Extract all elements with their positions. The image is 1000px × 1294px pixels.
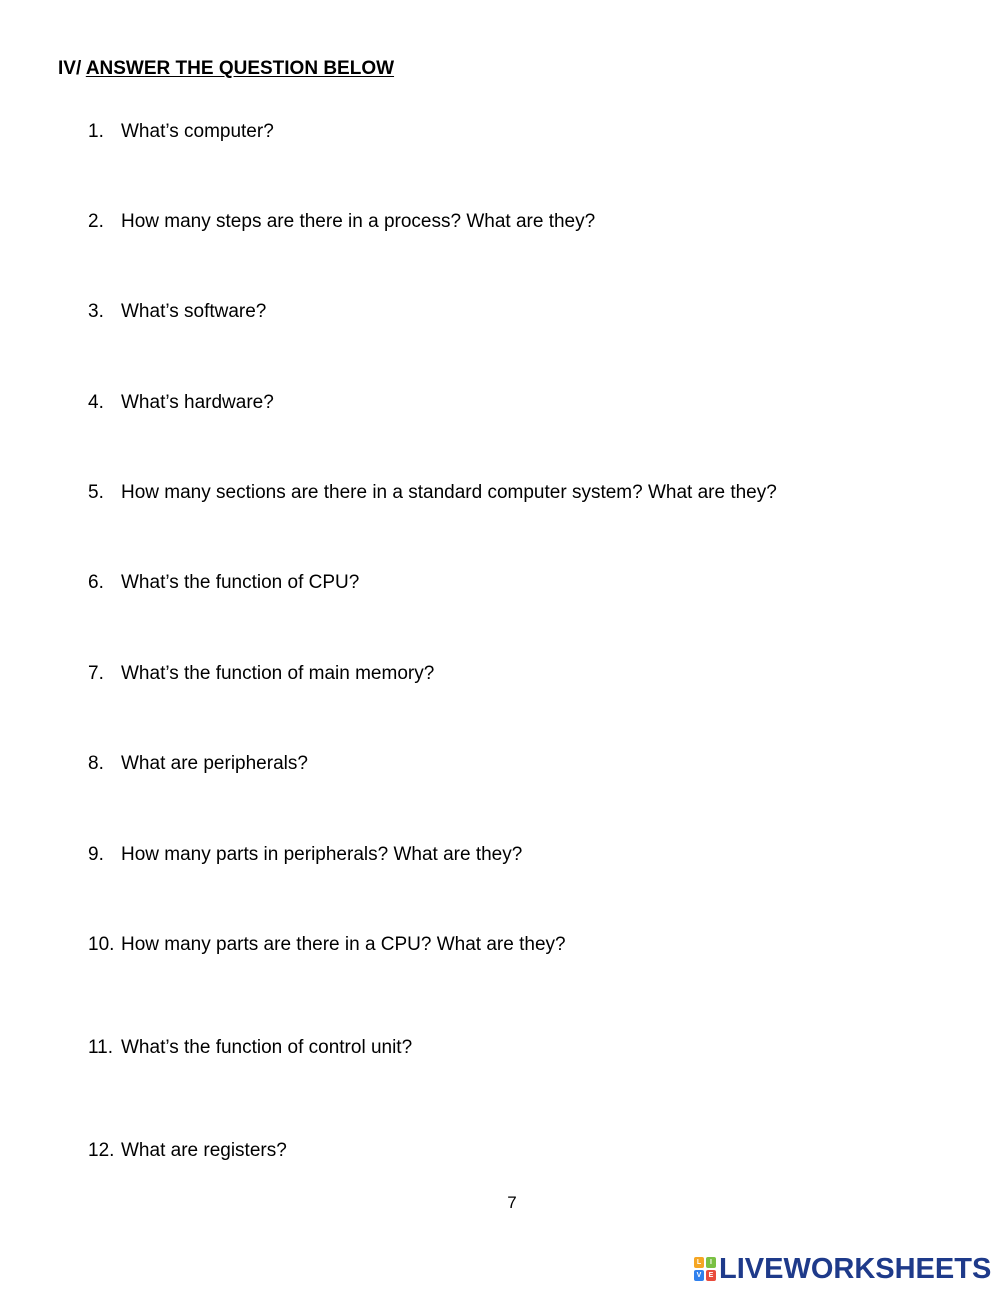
question-number: 11. <box>88 1037 114 1058</box>
question-number: 9. <box>88 844 104 865</box>
question-text: What’s the function of CPU? <box>121 572 360 593</box>
question-text: What’s the function of main memory? <box>121 663 435 684</box>
brand-name: LIVEWORKSHEETS <box>719 1253 992 1285</box>
question-text: How many parts in peripherals? What are they? <box>121 844 523 865</box>
question-text: What’s software? <box>121 301 267 322</box>
question-number: 8. <box>88 753 104 774</box>
question-text: How many parts are there in a CPU? What are they? <box>121 934 566 955</box>
question-item <box>88 300 266 324</box>
question-number: 6. <box>88 572 104 593</box>
question-number: 3. <box>88 301 104 322</box>
question-item <box>88 1036 412 1060</box>
question-number: 1. <box>88 121 104 142</box>
question-text: How many steps are there in a process? What are they? <box>121 211 596 232</box>
question-number: 5. <box>88 482 104 503</box>
logo-tile: L <box>694 1257 704 1268</box>
question-text: How many sections are there in a standard computer system? What are they? <box>121 482 777 503</box>
question-item <box>88 391 274 415</box>
question-number: 4. <box>88 392 104 413</box>
question-text: What’s computer? <box>121 121 274 142</box>
question-item <box>88 662 434 686</box>
question-item <box>88 752 308 776</box>
question-item <box>88 481 777 505</box>
question-number: 2. <box>88 211 104 232</box>
section-number: IV/ <box>58 58 82 79</box>
liveworksheets-brand[interactable] <box>694 1254 991 1284</box>
question-item <box>88 571 359 595</box>
logo-tile: I <box>706 1257 716 1268</box>
section-heading <box>58 58 394 80</box>
section-title: ANSWER THE QUESTION BELOW <box>85 58 395 79</box>
page-number: 7 <box>507 1193 517 1212</box>
question-item <box>88 120 274 144</box>
logo-tile: E <box>706 1270 716 1281</box>
question-text: What are peripherals? <box>121 753 308 774</box>
question-text: What’s hardware? <box>121 392 274 413</box>
logo-tile: V <box>694 1270 704 1281</box>
question-item <box>88 933 566 957</box>
question-text: What are registers? <box>121 1140 287 1161</box>
question-number: 10. <box>88 934 115 955</box>
question-item <box>88 210 595 234</box>
question-text: What’s the function of control unit? <box>121 1037 413 1058</box>
question-number: 7. <box>88 663 104 684</box>
question-item <box>88 1139 287 1163</box>
question-item <box>88 843 522 867</box>
question-number: 12. <box>88 1140 115 1161</box>
liveworksheets-logo-icon <box>694 1257 716 1281</box>
